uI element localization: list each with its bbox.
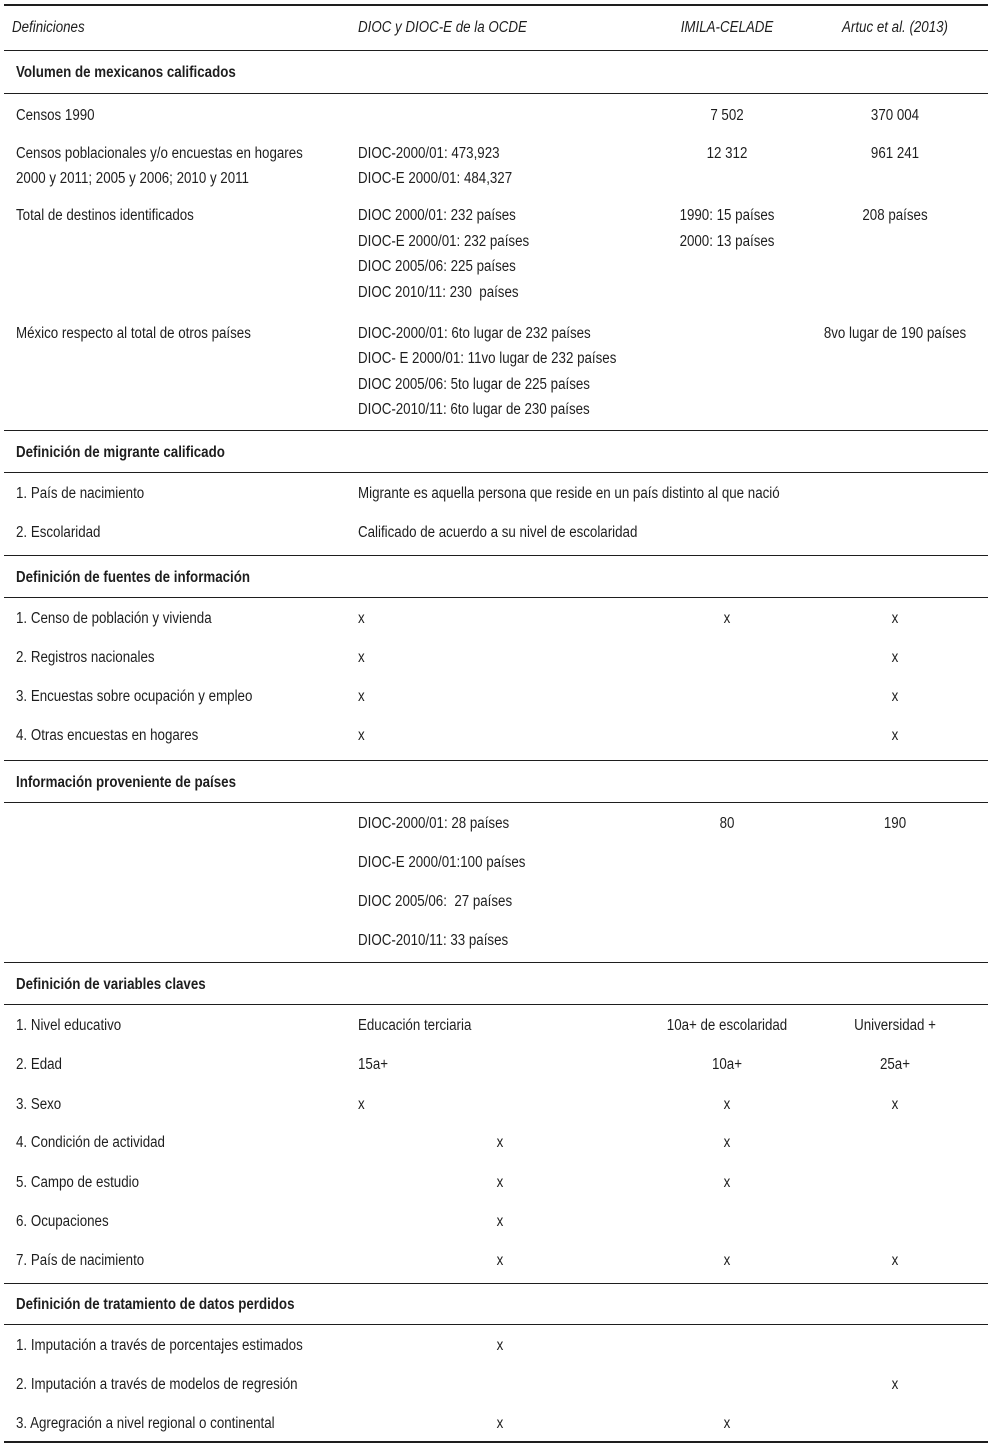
table-bottom-rule [4, 1441, 988, 1443]
table-top-rule [4, 4, 988, 6]
cell-imila: 10a+ de escolaridad [666, 1017, 788, 1034]
row-label: Total de destinos identificados [16, 207, 194, 224]
row-label: 1. Nivel educativo [16, 1017, 122, 1034]
row-label: 1. Imputación a través de porcentajes estimados [16, 1337, 303, 1354]
section-rule [4, 93, 988, 94]
cell-dioc: Migrante es aquella persona que reside en un país distinto al que nació [358, 485, 780, 502]
cell-dioc: DIOC 2010/11: 230 países [358, 284, 519, 301]
cell-artuc: x [891, 1096, 899, 1113]
cell-dioc: Educación terciaria [358, 1017, 472, 1034]
cell-dioc: x [496, 1134, 504, 1151]
cell-imila: 10a+ [711, 1056, 743, 1073]
cell-imila: 1990: 15 países [679, 207, 775, 224]
cell-artuc: 8vo lugar de 190 países [823, 325, 967, 342]
cell-dioc: DIOC-2010/11: 33 países [358, 932, 509, 949]
row-label: 3. Sexo [16, 1096, 62, 1113]
row-label: México respecto al total de otros países [16, 325, 251, 342]
cell-artuc: 25a+ [879, 1056, 911, 1073]
row-label: 6. Ocupaciones [16, 1213, 109, 1230]
cell-imila: x [723, 1134, 731, 1151]
cell-artuc: x [891, 688, 899, 705]
cell-artuc: 370 004 [870, 107, 920, 124]
section-rule [4, 1004, 988, 1005]
cell-artuc: x [891, 1252, 899, 1269]
col-header-dioc: DIOC y DIOC-E de la OCDE [358, 19, 527, 36]
cell-dioc: DIOC 2000/01: 232 países [358, 207, 516, 224]
cell-dioc: x [496, 1252, 504, 1269]
cell-dioc: x [358, 1096, 365, 1113]
cell-imila: x [723, 1252, 731, 1269]
cell-dioc: x [496, 1337, 504, 1354]
cell-imila: x [723, 1174, 731, 1191]
cell-dioc: x [496, 1213, 504, 1230]
cell-imila: x [723, 1096, 731, 1113]
cell-dioc: 15a+ [358, 1056, 389, 1073]
col-header-definiciones: Definiciones [12, 19, 85, 36]
cell-imila: 12 312 [706, 145, 748, 162]
cell-dioc: x [496, 1415, 504, 1432]
row-label: 4. Otras encuestas en hogares [16, 727, 199, 744]
col-header-artuc: Artuc et al. (2013) [842, 19, 948, 36]
section-rule [4, 597, 988, 598]
cell-artuc: x [891, 727, 899, 744]
cell-dioc: DIOC 2005/06: 225 países [358, 258, 516, 275]
cell-dioc: x [358, 649, 365, 666]
row-label: 2. Registros nacionales [16, 649, 155, 666]
section-rule [4, 1324, 988, 1325]
row-label: 2. Imputación a través de modelos de regresión [16, 1376, 298, 1393]
cell-imila: x [723, 610, 731, 627]
cell-dioc: Calificado de acuerdo a su nivel de escolaridad [358, 524, 638, 541]
section-title: Definición de fuentes de información [16, 569, 251, 586]
section-rule [4, 1283, 988, 1284]
header-rule [4, 50, 988, 51]
row-label: 1. Censo de población y vivienda [16, 610, 212, 627]
cell-dioc: DIOC-2000/01: 6to lugar de 232 países [358, 325, 591, 342]
cell-dioc: x [358, 688, 365, 705]
row-label: 2. Escolaridad [16, 524, 101, 541]
cell-artuc: 961 241 [870, 145, 920, 162]
section-rule [4, 555, 988, 556]
row-label: 2. Edad [16, 1056, 62, 1073]
section-title: Información proveniente de países [16, 774, 237, 791]
cell-dioc: DIOC- E 2000/01: 11vo lugar de 232 países [358, 350, 617, 367]
cell-dioc: x [358, 727, 365, 744]
cell-dioc: DIOC-2000/01: 473,923 [358, 145, 500, 162]
cell-dioc: DIOC-E 2000/01: 484,327 [358, 170, 513, 187]
cell-dioc: DIOC-E 2000/01:100 países [358, 854, 526, 871]
cell-dioc: x [358, 610, 365, 627]
row-label: 3. Encuestas sobre ocupación y empleo [16, 688, 253, 705]
row-label: 2000 y 2011; 2005 y 2006; 2010 y 2011 [16, 170, 249, 187]
row-label: 1. País de nacimiento [16, 485, 145, 502]
cell-artuc: x [891, 649, 899, 666]
cell-dioc: DIOC 2005/06: 27 países [358, 893, 513, 910]
col-header-imila: IMILA-CELADE [680, 19, 774, 36]
cell-dioc: DIOC-2000/01: 28 países [358, 815, 510, 832]
row-label: 4. Condición de actividad [16, 1134, 165, 1151]
row-label: Censos 1990 [16, 107, 95, 124]
row-label: 5. Campo de estudio [16, 1174, 140, 1191]
cell-dioc: x [496, 1174, 504, 1191]
cell-dioc: DIOC-E 2000/01: 232 países [358, 233, 530, 250]
row-label: 3. Agregración a nivel regional o continental [16, 1415, 275, 1432]
cell-imila: 7 502 [710, 107, 744, 124]
cell-dioc: DIOC 2005/06: 5to lugar de 225 países [358, 376, 590, 393]
cell-artuc: Universidad + [854, 1017, 936, 1034]
cell-imila: x [723, 1415, 731, 1432]
section-rule [4, 472, 988, 473]
section-rule [4, 962, 988, 963]
cell-artuc: x [891, 610, 899, 627]
row-label: 7. País de nacimiento [16, 1252, 145, 1269]
section-rule [4, 430, 988, 431]
cell-dioc: DIOC-2010/11: 6to lugar de 230 países [358, 401, 590, 418]
section-rule [4, 802, 988, 803]
row-label: Censos poblacionales y/o encuestas en hogares [16, 145, 303, 162]
cell-artuc: 190 [883, 815, 907, 832]
cell-imila: 2000: 13 países [679, 233, 775, 250]
section-title: Definición de variables claves [16, 976, 206, 993]
cell-artuc: 208 países [862, 207, 928, 224]
section-title: Definición de migrante calificado [16, 444, 225, 461]
cell-imila: 80 [719, 815, 735, 832]
section-title: Definición de tratamiento de datos perdidos [16, 1296, 295, 1313]
cell-artuc: x [891, 1376, 899, 1393]
section-title: Volumen de mexicanos calificados [16, 64, 236, 81]
section-rule [4, 760, 988, 761]
